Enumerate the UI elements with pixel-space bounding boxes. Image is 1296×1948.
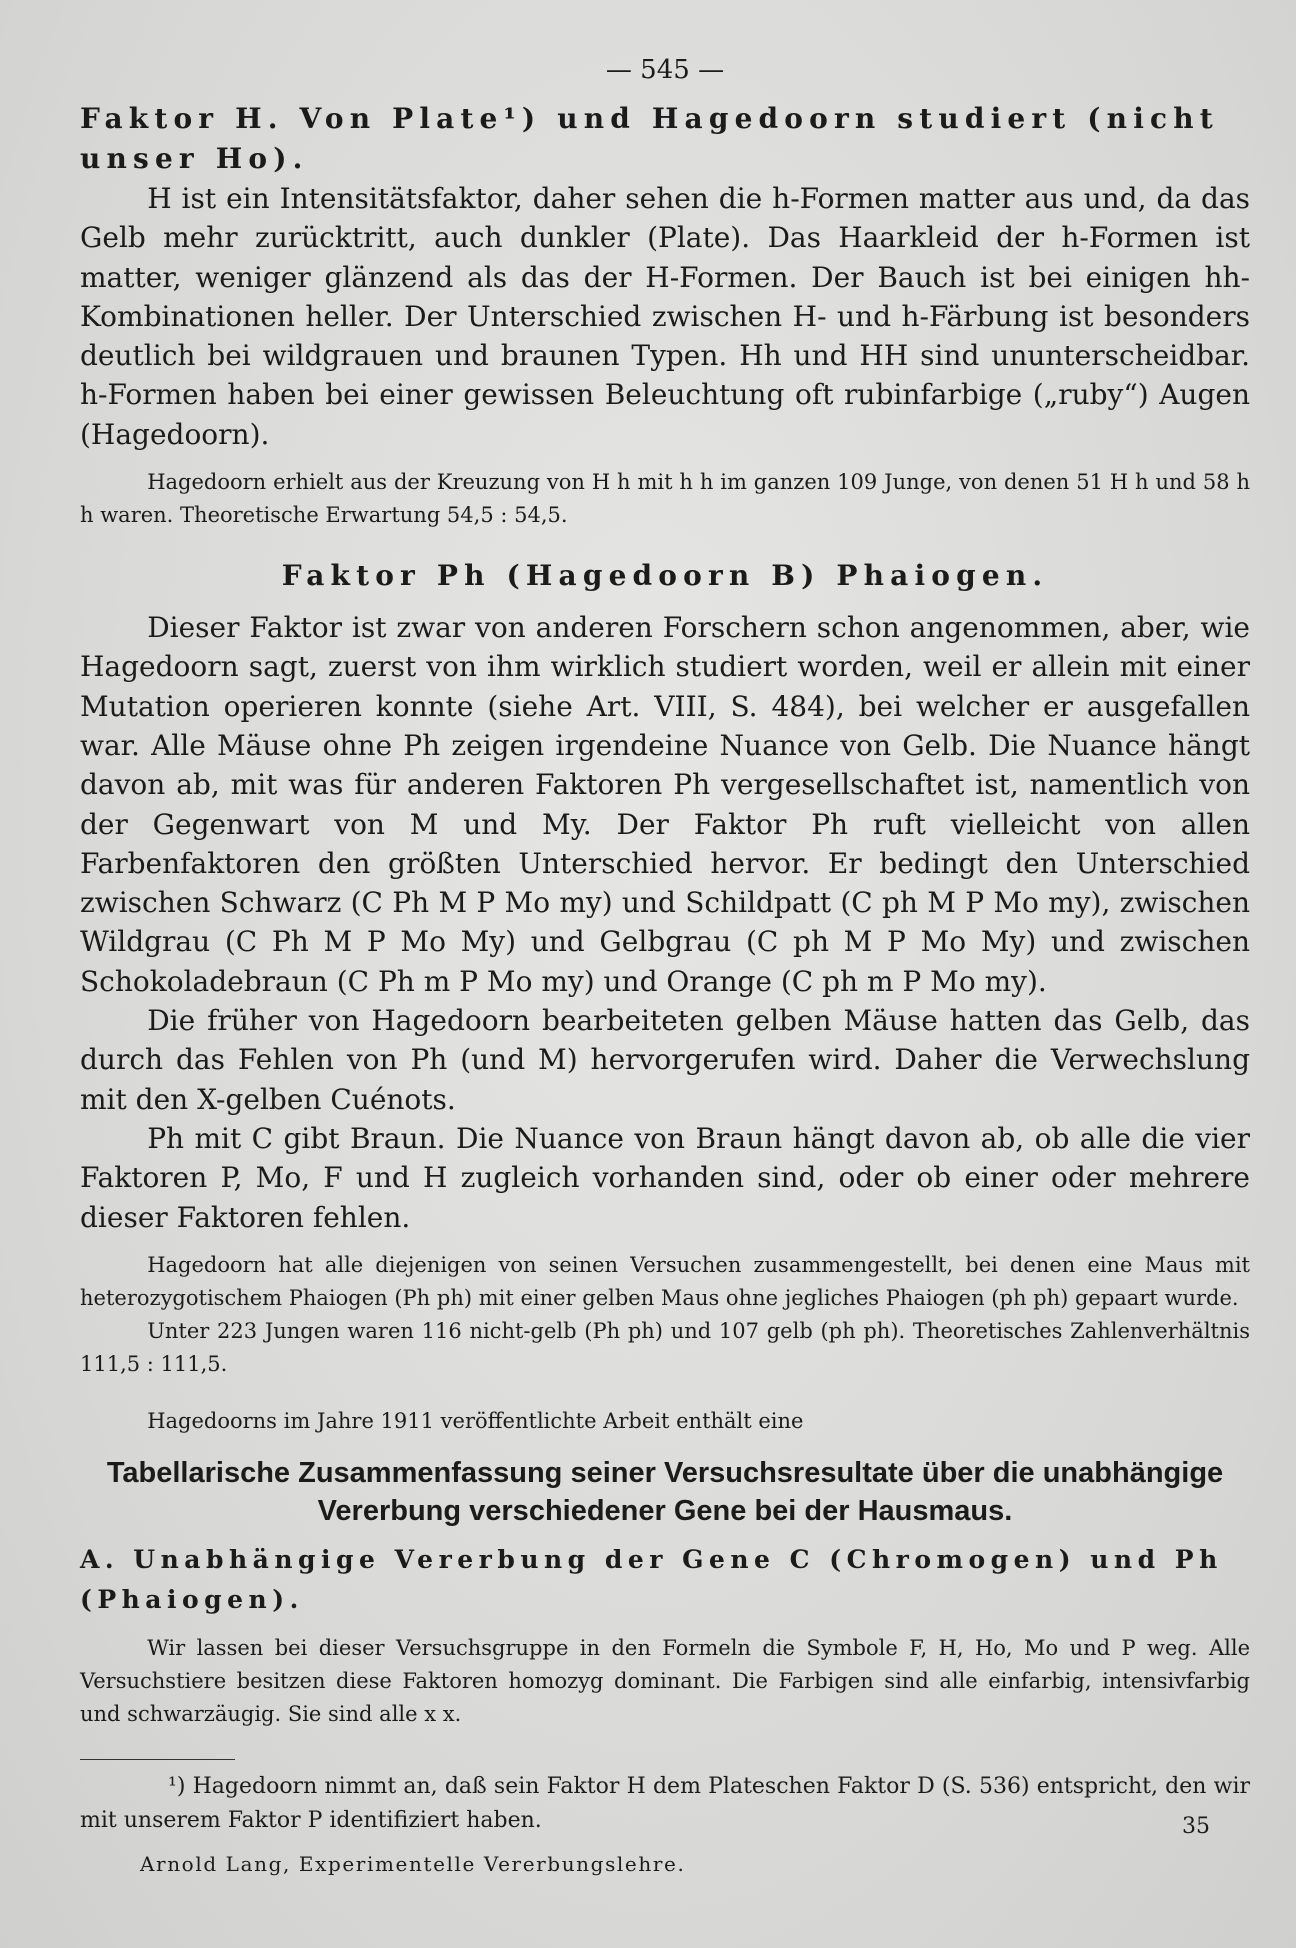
- footnote-rule: [80, 1759, 235, 1760]
- page-content: [80, 55, 1250, 1876]
- publication-signature: Arnold Lang, Experimentelle Vererbungslehre.: [140, 1851, 686, 1876]
- heading-section-a: A. Unabhängige Vererbung der Gene C (Chromogen) und Ph (Phaiogen).: [80, 1544, 1223, 1614]
- paragraph-ph-2: Die früher von Hagedoorn bearbeiteten gelben Mäuse hatten das Gelb, das durch das Fehlen von Ph (und M) hervorgerufen wird. Daher die Verwechslung mit den X-gelben Cuénots.: [80, 1004, 1250, 1116]
- paragraph-ph-3: Ph mit C gibt Braun. Die Nuance von Braun hängt davon ab, ob alle die vier Faktoren P, Mo, F und H zugleich vorhanden sind, oder ob einer oder mehrere dieser Faktoren fehlen.: [80, 1121, 1250, 1234]
- note-ph-2: Unter 223 Jungen waren 116 nicht-gelb (Ph ph) und 107 gelb (ph ph). Theoretisches Zahlenverhältnis 111,5 : 111,5.: [80, 1318, 1250, 1376]
- intro-1911: Hagedoorns im Jahre 1911 veröffentlichte Arbeit enthält eine: [147, 1408, 804, 1433]
- paragraph-ph-1: Dieser Faktor ist zwar von anderen Forschern schon angenommen, aber, wie Hagedoorn sagt, zuerst von ihm wirklich studiert worden, weil er allein mit einer Mutation operieren konnte (siehe Art. VIII, S. 484), bei welcher er ausgefallen war. Alle Mäuse ohne Ph zeigen irgendeine Nuance von Gelb. Die Nuance hängt davon ab, mit was für anderen Faktoren Ph vergesellschaftet ist, namentlich von der Gegenwart von M und My. Der Faktor Ph ruft vielleicht von allen Farbenfaktoren den größten Unterschied hervor. Er bedingt den Unterschied zwischen Schwarz (C Ph M P Mo my) und Schildpatt (C ph M P Mo my), zwischen Wildgrau (C Ph M P Mo My) und Gelbgrau (C ph M P Mo My) und zwischen Schokoladebraun (C Ph m P Mo my) und Orange (C ph m P Mo my).: [80, 611, 1250, 998]
- heading-factor-h: Faktor H. Von Plate¹) und Hagedoorn studiert (nicht unser Ho).: [80, 102, 1219, 175]
- note-factor-h: Hagedoorn erhielt aus der Kreuzung von H h mit h h im ganzen 109 Junge, von denen 51 H h und 58 h h waren. Theoretische Erwartung 54,5 : 54,5.: [80, 470, 1250, 528]
- paragraph-factor-h: H ist ein Intensitätsfaktor, daher sehen die h-Formen matter aus und, da das Gelb mehr zurücktritt, auch dunkler (Plate). Das Haarkleid der h-Formen ist matter, weniger glänzend als das der H-Formen. Der Bauch ist bei einigen hh-Kombinationen heller. Der Unterschied zwischen H- und h-Färbung ist besonders deutlich bei wildgrauen und braunen Typen. Hh und HH sind ununterscheidbar. h-Formen haben bei einer gewissen Beleuchtung oft rubinfarbige („ruby“) Augen (Hagedoorn).: [80, 182, 1250, 451]
- section-a-text: Wir lassen bei dieser Versuchsgruppe in den Formeln die Symbole F, H, Ho, Mo und P weg. Alle Versuchstiere besitzen diese Faktoren homozyg dominant. Die Farbigen sind alle einfarbig, intensivfarbig und schwarzäugig. Sie sind alle x x.: [80, 1635, 1250, 1726]
- footnote: ¹) Hagedoorn nimmt an, daß sein Faktor H dem Plateschen Faktor D (S. 536) entspricht, den wir mit unserem Faktor P identifiziert haben.: [80, 1773, 1250, 1833]
- page-number: — 545 —: [605, 55, 725, 85]
- table-title: Tabellarische Zusammenfassung seiner Versuchsresultate über die unabhängige Vererbung verschiedener Gene bei der Hausmaus.: [106, 1456, 1224, 1527]
- heading-factor-ph: Faktor Ph (Hagedoorn B) Phaiogen.: [281, 559, 1049, 593]
- signature-number: 35: [1182, 1813, 1210, 1839]
- page-footer: [80, 1813, 1250, 1876]
- note-ph-1: Hagedoorn hat alle diejenigen von seinen Versuchen zusammengestellt, bei denen eine Maus mit heterozygotischem Phaiogen (Ph ph) mit einer gelben Maus ohne jegliches Phaiogen (ph ph) gepaart wurde.: [80, 1252, 1250, 1310]
